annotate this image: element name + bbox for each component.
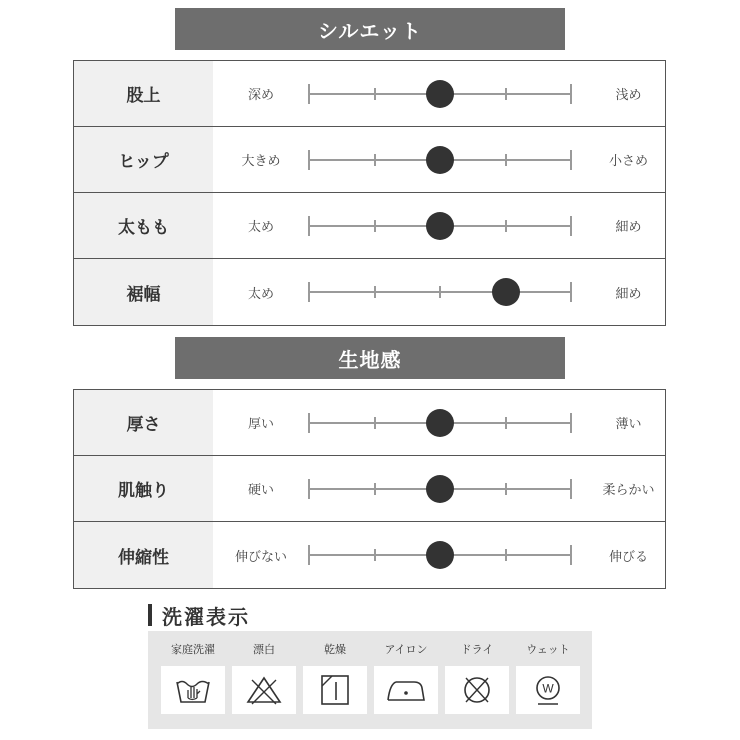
scale-tick	[308, 413, 310, 433]
care-item-iron	[374, 641, 438, 714]
scale-tick	[308, 84, 310, 104]
fabric-title: 生地感	[175, 337, 565, 379]
scale-right-label: 細め	[615, 286, 642, 302]
scale-tick	[308, 216, 310, 236]
row-label: 太もも	[74, 193, 213, 258]
scale-tick	[374, 286, 376, 298]
care-label: 家庭洗濯	[171, 643, 215, 656]
scale	[309, 522, 571, 588]
care-item-bleach	[232, 641, 296, 714]
care-item-dry-clean	[445, 641, 509, 714]
care-title: 洗濯表示	[162, 604, 250, 629]
fabric-row-texture	[74, 456, 665, 522]
scale-marker	[426, 409, 454, 437]
scale-tick	[570, 545, 572, 565]
scale-tick	[308, 545, 310, 565]
scale-tick	[505, 88, 507, 100]
fabric-row-stretch	[74, 522, 665, 588]
scale-tick	[505, 154, 507, 166]
scale-tick	[374, 154, 376, 166]
care-header	[148, 602, 250, 628]
line-dry-shade-icon	[315, 674, 355, 706]
scale-marker	[426, 80, 454, 108]
svg-text:W: W	[542, 681, 554, 696]
hand-wash-icon	[173, 674, 213, 706]
care-label: アイロン	[384, 643, 428, 656]
scale-tick	[439, 286, 441, 298]
no-bleach-icon	[244, 674, 284, 706]
scale-tick	[308, 479, 310, 499]
row-label: 厚さ	[74, 390, 213, 455]
scale-tick	[570, 282, 572, 302]
care-label: ドライ	[460, 643, 494, 656]
scale-tick	[570, 479, 572, 499]
scale-tick	[374, 549, 376, 561]
scale-left-label: 大きめ	[241, 154, 281, 169]
silhouette-row-thigh	[74, 193, 665, 259]
scale-right-label: 小さめ	[608, 154, 648, 169]
scale-tick	[308, 282, 310, 302]
scale-marker	[426, 212, 454, 240]
scale-tick	[570, 413, 572, 433]
scale	[309, 193, 571, 258]
scale	[309, 61, 571, 126]
scale-tick	[374, 483, 376, 495]
care-item-home-wash	[161, 641, 225, 714]
care-header-bar	[148, 604, 152, 626]
care-label: 乾燥	[324, 643, 346, 656]
scale	[309, 390, 571, 455]
row-label: 股上	[74, 61, 213, 126]
wet-clean-icon	[528, 673, 568, 707]
scale-right-label: 柔らかい	[602, 483, 655, 498]
care-item-wet	[516, 641, 580, 714]
scale-tick	[308, 150, 310, 170]
fabric-table	[73, 389, 666, 589]
care-label: 漂白	[253, 643, 275, 656]
scale	[309, 456, 571, 521]
scale-tick	[505, 483, 507, 495]
row-label: 裾幅	[74, 259, 213, 325]
fabric-row-thickness	[74, 390, 665, 456]
silhouette-row-hip	[74, 127, 665, 193]
silhouette-row-rise	[74, 61, 665, 127]
scale-marker	[426, 541, 454, 569]
scale-tick	[505, 220, 507, 232]
scale	[309, 127, 571, 192]
scale-tick	[505, 549, 507, 561]
row-label: ヒップ	[74, 127, 213, 192]
silhouette-table	[73, 60, 666, 326]
scale-marker	[492, 278, 520, 306]
scale-tick	[374, 88, 376, 100]
silhouette-title: シルエット	[175, 8, 565, 50]
scale-left-label: 厚い	[247, 417, 274, 432]
scale-left-label: 硬い	[247, 483, 274, 498]
scale-right-label: 薄い	[615, 417, 642, 432]
scale-tick	[570, 216, 572, 236]
scale-tick	[570, 150, 572, 170]
scale-tick	[374, 417, 376, 429]
scale-marker	[426, 146, 454, 174]
scale-tick	[570, 84, 572, 104]
silhouette-row-hem	[74, 259, 665, 325]
row-label: 伸縮性	[74, 522, 213, 588]
scale-right-label: 伸びる	[608, 549, 648, 565]
scale-left-label: 深め	[247, 88, 274, 103]
care-item-dry	[303, 641, 367, 714]
care-panel	[148, 631, 592, 729]
scale-marker	[426, 475, 454, 503]
scale-tick	[505, 417, 507, 429]
scale-right-label: 浅め	[615, 88, 642, 103]
no-tumble-dry-icon	[457, 674, 497, 706]
scale-right-label: 細め	[615, 220, 642, 235]
scale-left-label: 伸びない	[234, 549, 287, 565]
scale-left-label: 太め	[247, 286, 274, 302]
iron-low-icon	[384, 674, 428, 706]
scale-tick	[374, 220, 376, 232]
scale	[309, 259, 571, 325]
row-label: 肌触り	[74, 456, 213, 521]
scale-left-label: 太め	[247, 220, 274, 235]
care-label: ウェット	[526, 643, 570, 656]
